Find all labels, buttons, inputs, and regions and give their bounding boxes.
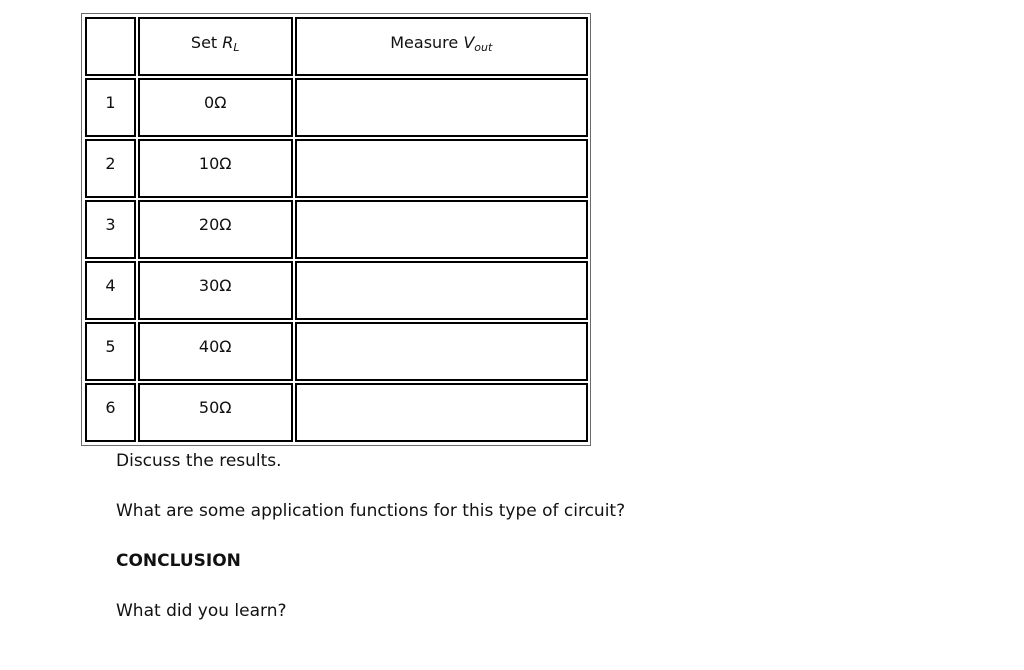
row-resistance-cell	[138, 200, 293, 259]
conclusion-heading: CONCLUSION	[116, 551, 241, 571]
learn-prompt: What did you learn?	[116, 601, 287, 621]
row-vout	[297, 263, 586, 276]
row-index: 1	[105, 93, 116, 112]
header-set-prefix: Set	[190, 33, 223, 52]
row-vout-cell	[295, 78, 588, 137]
row-resistance: 30Ω	[198, 276, 232, 295]
header-set-rl-cell	[138, 17, 293, 76]
header-measure-prefix: Measure	[390, 33, 464, 52]
row-resistance: 10Ω	[198, 154, 232, 173]
row-resistance-cell	[138, 322, 293, 381]
header-index-label	[87, 19, 134, 33]
table-row	[85, 322, 588, 381]
row-index: 4	[105, 276, 116, 295]
row-vout	[297, 324, 586, 337]
row-vout	[297, 202, 586, 215]
results-table-frame	[81, 13, 591, 446]
header-set-symbol-letter: R	[222, 33, 234, 52]
row-resistance-cell	[138, 383, 293, 442]
row-vout-cell	[295, 322, 588, 381]
discuss-prompt: Discuss the results.	[116, 451, 282, 471]
row-resistance-cell	[138, 139, 293, 198]
header-index-cell	[85, 17, 136, 76]
table-row	[85, 261, 588, 320]
row-vout	[297, 80, 586, 93]
row-resistance-cell	[138, 261, 293, 320]
row-vout-cell	[295, 200, 588, 259]
row-index-cell	[85, 200, 136, 259]
row-index-cell	[85, 139, 136, 198]
header-measure-vout-cell	[295, 17, 588, 76]
header-measure-subscript: out	[474, 41, 493, 54]
row-index: 5	[105, 337, 116, 356]
table-row	[85, 200, 588, 259]
row-index-cell	[85, 322, 136, 381]
row-resistance: 50Ω	[198, 398, 232, 417]
table-header-row	[85, 17, 588, 76]
row-vout-cell	[295, 261, 588, 320]
header-measure-symbol	[463, 33, 492, 52]
row-resistance: 20Ω	[198, 215, 232, 234]
header-set-subscript: L	[233, 41, 240, 54]
row-vout	[297, 141, 586, 154]
row-resistance: 40Ω	[198, 337, 232, 356]
row-index-cell	[85, 383, 136, 442]
row-index: 2	[105, 154, 116, 173]
row-vout-cell	[295, 139, 588, 198]
header-set-symbol	[222, 33, 239, 52]
table-row	[85, 139, 588, 198]
table-row	[85, 78, 588, 137]
header-measure-symbol-letter: V	[463, 33, 475, 52]
applications-prompt: What are some application functions for this type of circuit?	[116, 501, 626, 521]
table-row	[85, 383, 588, 442]
row-index: 3	[105, 215, 116, 234]
row-resistance-cell	[138, 78, 293, 137]
row-resistance: 0Ω	[204, 93, 227, 112]
row-vout-cell	[295, 383, 588, 442]
header-measure-vout-label	[297, 19, 586, 55]
row-index: 6	[105, 398, 116, 417]
row-index-cell	[85, 261, 136, 320]
row-vout	[297, 385, 586, 398]
results-table	[83, 15, 590, 444]
header-set-rl-label	[140, 19, 291, 55]
row-index-cell	[85, 78, 136, 137]
